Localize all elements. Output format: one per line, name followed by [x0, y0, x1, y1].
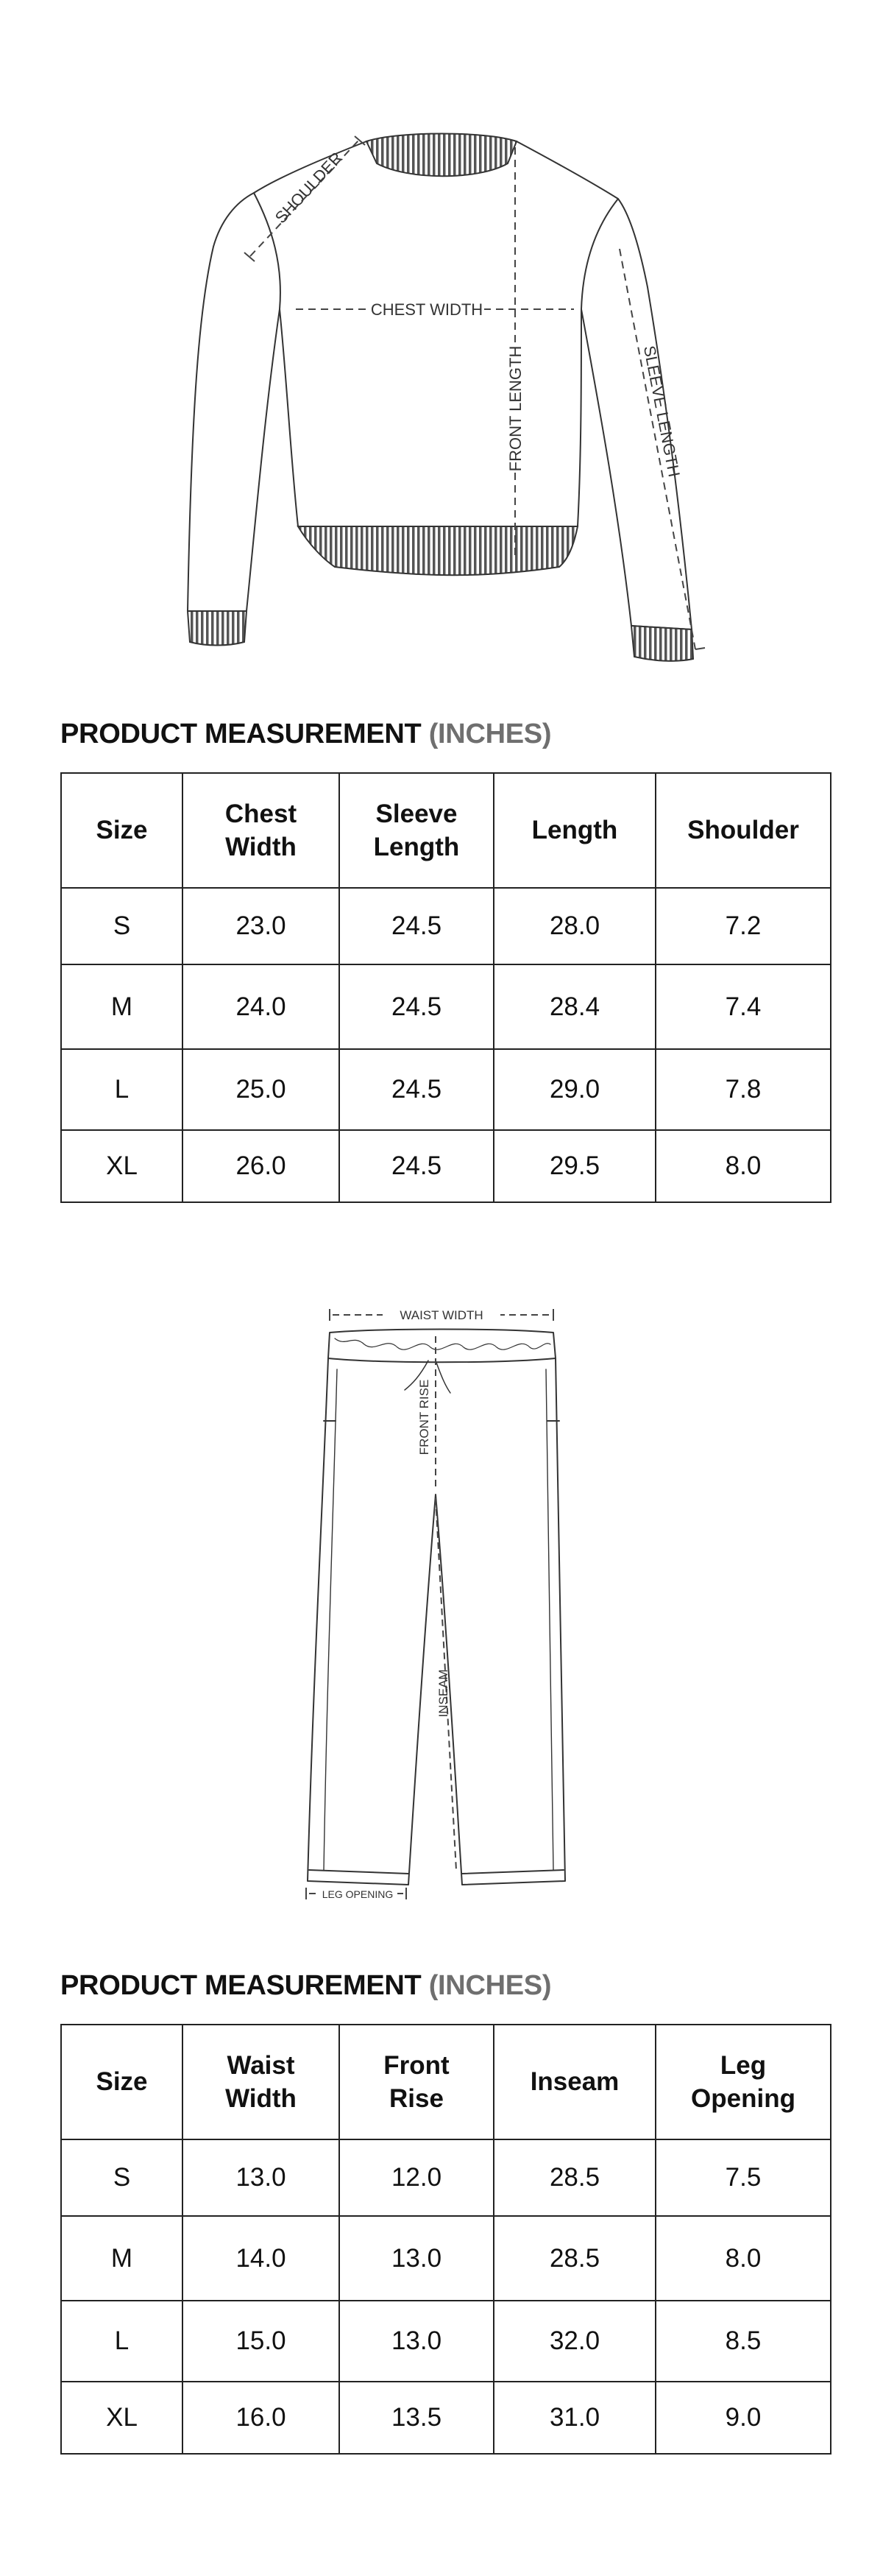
cell-inseam: 31.0 [494, 2382, 656, 2454]
front-length-label: FRONT LENGTH [506, 345, 525, 472]
cell-leg-opening: 9.0 [656, 2382, 831, 2454]
cell-waist-width: 14.0 [182, 2216, 339, 2301]
cell-size: S [61, 888, 182, 964]
cell-sleeve-length: 24.5 [339, 1130, 494, 1202]
col-header-waist-width: Waist Width [182, 2025, 339, 2139]
cell-front-rise: 13.5 [339, 2382, 494, 2454]
front-rise-label: FRONT RISE [417, 1379, 431, 1455]
cell-length: 29.5 [494, 1130, 656, 1202]
table-row [61, 964, 831, 1049]
inseam-label: INSEAM [436, 1669, 450, 1718]
cell-size: XL [61, 1130, 182, 1202]
cell-inseam: 28.5 [494, 2216, 656, 2301]
title-main: PRODUCT MEASUREMENT [60, 719, 422, 749]
cell-leg-opening: 8.5 [656, 2301, 831, 2382]
pants-measurement-title [60, 1970, 551, 2002]
cell-front-rise: 13.0 [339, 2301, 494, 2382]
cell-size: S [61, 2139, 182, 2216]
col-header-sleeve-length: Sleeve Length [339, 773, 494, 888]
col-header-size: Size [61, 773, 182, 888]
cell-length: 29.0 [494, 1049, 656, 1130]
cell-leg-opening: 8.0 [656, 2216, 831, 2301]
col-header-inseam: Inseam [494, 2025, 656, 2139]
cell-front-rise: 13.0 [339, 2216, 494, 2301]
sweater-measurement-table [60, 772, 831, 1203]
cell-chest-width: 26.0 [182, 1130, 339, 1202]
cell-shoulder: 8.0 [656, 1130, 831, 1202]
table-header-row [61, 773, 831, 888]
cell-sleeve-length: 24.5 [339, 888, 494, 964]
cell-chest-width: 23.0 [182, 888, 339, 964]
table-row [61, 2216, 831, 2301]
cell-leg-opening: 7.5 [656, 2139, 831, 2216]
cell-waist-width: 16.0 [182, 2382, 339, 2454]
table-row [61, 2139, 831, 2216]
cell-length: 28.4 [494, 964, 656, 1049]
cell-shoulder: 7.2 [656, 888, 831, 964]
title-unit: (INCHES) [428, 719, 552, 749]
hem-rib [298, 526, 578, 575]
left-cuff [188, 611, 247, 646]
table-row [61, 2382, 831, 2454]
cell-shoulder: 7.4 [656, 964, 831, 1049]
title-main: PRODUCT MEASUREMENT [60, 1970, 422, 2001]
cell-chest-width: 25.0 [182, 1049, 339, 1130]
sweater-measurement-title [60, 719, 551, 750]
cell-front-rise: 12.0 [339, 2139, 494, 2216]
col-header-length: Length [494, 773, 656, 888]
sweater-diagram [0, 125, 883, 674]
cell-size: M [61, 964, 182, 1049]
cell-size: L [61, 1049, 182, 1130]
title-unit: (INCHES) [428, 1970, 552, 2001]
col-header-front-rise: Front Rise [339, 2025, 494, 2139]
chest-width-label: CHEST WIDTH [370, 300, 483, 319]
cell-chest-width: 24.0 [182, 964, 339, 1049]
table-row [61, 1130, 831, 1202]
table-row [61, 2301, 831, 2382]
pants-measurement-table [60, 2024, 831, 2455]
leg-opening-label: LEG OPENING [322, 1888, 394, 1900]
cell-inseam: 32.0 [494, 2301, 656, 2382]
cell-sleeve-length: 24.5 [339, 964, 494, 1049]
cell-size: M [61, 2216, 182, 2301]
col-header-leg-opening: Leg Opening [656, 2025, 831, 2139]
shoulder-label: SHOULDER [271, 148, 347, 227]
waistband [328, 1330, 556, 1363]
table-row [61, 888, 831, 964]
cell-waist-width: 13.0 [182, 2139, 339, 2216]
col-header-chest-width: Chest Width [182, 773, 339, 888]
cell-length: 28.0 [494, 888, 656, 964]
cell-waist-width: 15.0 [182, 2301, 339, 2382]
cell-size: XL [61, 2382, 182, 2454]
cell-sleeve-length: 24.5 [339, 1049, 494, 1130]
table-row [61, 1049, 831, 1130]
collar-rib [366, 134, 517, 177]
cell-size: L [61, 2301, 182, 2382]
waist-width-label: WAIST WIDTH [400, 1308, 483, 1322]
cell-shoulder: 7.8 [656, 1049, 831, 1130]
sleeve-length-label: SLEEVE LENGTH [639, 344, 684, 479]
col-header-size: Size [61, 2025, 182, 2139]
cell-inseam: 28.5 [494, 2139, 656, 2216]
table-header-row [61, 2025, 831, 2139]
col-header-shoulder: Shoulder [656, 773, 831, 888]
right-cuff [631, 626, 693, 661]
pants-diagram [0, 1299, 883, 1936]
